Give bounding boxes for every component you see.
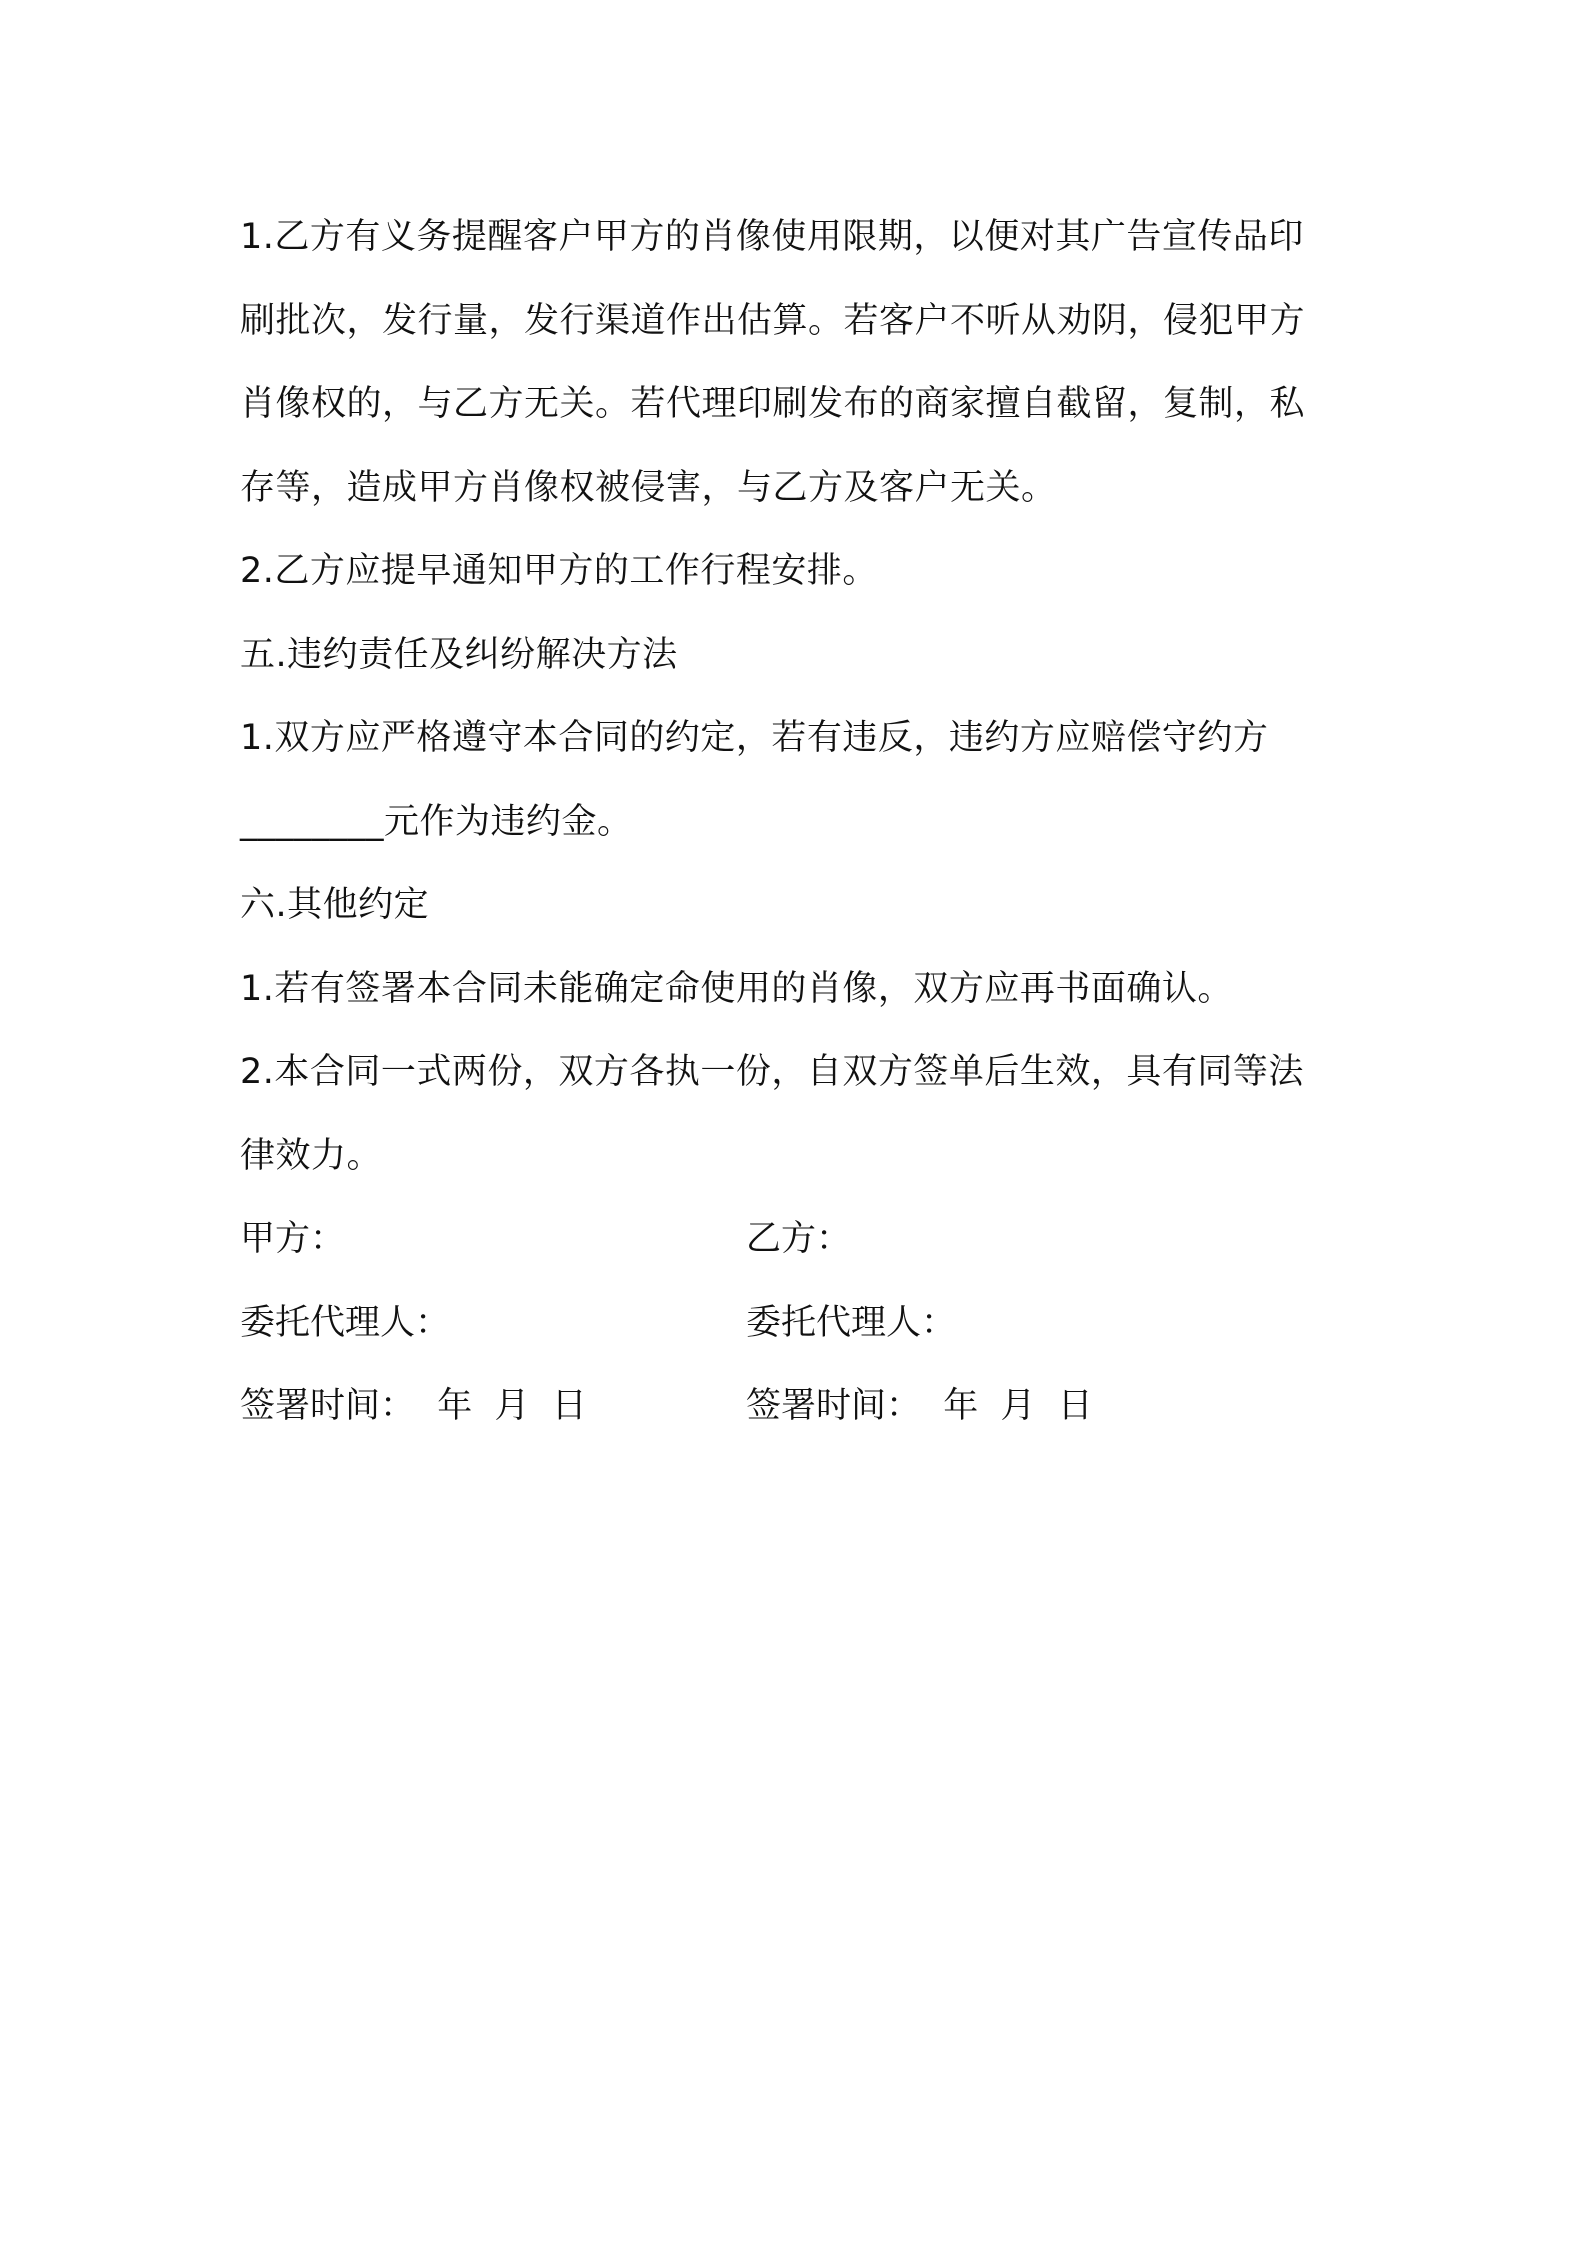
paragraph-line: 律效力。 (240, 1135, 383, 1176)
agent-a-label: 委托代理人： (240, 1302, 451, 1343)
paragraph-line: 肖像权的，与乙方无关。若代理印刷发布的商家擅自截留，复制，私 (240, 384, 1306, 424)
signature-time-row (240, 1365, 1360, 1449)
paragraph-line: 1.双方应严格遵守本合同的约定，若有违反，违约方应赔偿守约方 (240, 718, 1269, 758)
section-heading: 五.违约责任及纠纷解决方法 (240, 634, 678, 675)
section-heading: 六.其他约定 (240, 885, 430, 925)
signature-agent-row (240, 1282, 1360, 1366)
paragraph-line: 存等，造成甲方肖像权被侵害，与乙方及客户无关。 (240, 467, 1057, 508)
time-b-label: 签署时间： 年 月 日 (746, 1386, 1093, 1426)
signature-party-row (240, 1198, 1360, 1282)
paragraph-line: 刷批次，发行量，发行渠道作出估算。若客户不听从劝阴，侵犯甲方 (240, 300, 1306, 341)
agent-b-label: 委托代理人： (746, 1302, 957, 1343)
paragraph-line: 1.乙方有义务提醒客户甲方的肖像使用限期，以便对其广告宣传品印 (240, 217, 1304, 257)
party-b-label: 乙方： (746, 1219, 852, 1259)
document-body (240, 196, 1360, 1449)
paragraph-line: 2.乙方应提早通知甲方的工作行程安排。 (240, 551, 878, 591)
party-a-label: 甲方： (240, 1219, 346, 1259)
paragraph-line: ________元作为违约金。 (240, 801, 633, 842)
time-a-label: 签署时间： 年 月 日 (240, 1386, 587, 1426)
paragraph-line: 2.本合同一式两份，双方各执一份，自双方签单后生效，具有同等法 (240, 1052, 1304, 1092)
paragraph-line: 1.若有签署本合同未能确定命使用的肖像，双方应再书面确认。 (240, 968, 1233, 1009)
